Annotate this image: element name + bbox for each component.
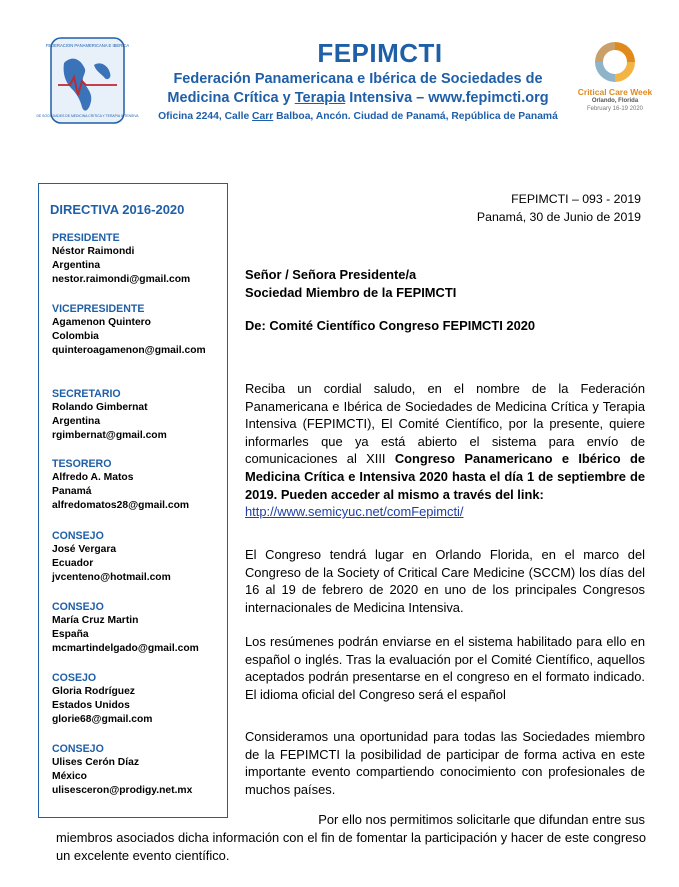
directiva-title: DIRECTIVA 2016-2020 <box>50 202 185 217</box>
member-name: Ulises Cerón Díaz <box>52 757 139 768</box>
member-email[interactable]: jvcenteno@hotmail.com <box>52 572 171 583</box>
member-vicepresidente <box>52 302 206 358</box>
member-presidente <box>52 231 190 287</box>
member-role: SECRETARIO <box>52 388 121 400</box>
member-country: Argentina <box>52 260 101 271</box>
member-consejo-2 <box>52 600 199 656</box>
paragraph-3: Los resúmenes podrán enviarse en el sistema habilitado para ello en español o inglés. Tras la evaluación por el Comité Científico, aquellos aceptados podrán presentarse en el congreso en el formato indicado. El idioma oficial del Congreso será el español <box>245 634 645 702</box>
paragraph-5-line1 <box>245 811 645 829</box>
member-email[interactable]: quinteroagamenon@gmail.com <box>52 345 206 356</box>
recipient-line1: Señor / Señora Presidente/a <box>245 267 417 282</box>
paragraph-1 <box>245 380 645 521</box>
paragraph-5-first: Por ello nos permitimos solicitarle que difundan entre sus <box>318 812 645 827</box>
event-logo-dates: February 16-19 2020 <box>586 106 644 112</box>
submission-link[interactable]: http://www.semicyuc.net/comFepimcti/ <box>245 504 464 520</box>
member-secretario <box>52 387 167 443</box>
member-name: Gloria Rodríguez <box>52 686 135 697</box>
org-subtitle-part-c: Intensiva – www.fepimcti.org <box>345 90 549 106</box>
member-email[interactable]: rgimbernat@gmail.com <box>52 430 167 441</box>
member-email[interactable]: alfredomatos28@gmail.com <box>52 500 190 511</box>
recipient-block <box>245 266 456 301</box>
fepimcti-logo <box>36 37 139 124</box>
address-part-c: Balboa, Ancón. Ciudad de Panamá, República de Panamá <box>273 111 558 122</box>
address-part-b: Carr <box>252 111 274 122</box>
paragraph-1-text: Reciba un cordial saludo, en el nombre de la Federación Panamericana e Ibérica de Sociedades de Medicina Crítica y Terapia Intensiva (FEPIMCTI), El Comité Científico, por la presente, quiere informarles que ya está abierto el sistema para envío de comunicaciones al XIII <box>245 381 645 467</box>
member-tesorero <box>52 457 189 513</box>
org-subtitle-part-a: Medicina Crítica y <box>167 90 295 106</box>
member-country: Panamá <box>52 486 92 497</box>
address-part-a: Oficina 2244, Calle <box>158 111 253 122</box>
logo-text-top: FEDERACION PANAMERICANA E IBERICA <box>45 43 130 48</box>
member-email[interactable]: nestor.raimondi@gmail.com <box>52 274 191 285</box>
member-email[interactable]: mcmartindelgado@gmail.com <box>52 643 199 654</box>
member-name: Rolando Gimbernat <box>52 402 148 413</box>
member-country: Argentina <box>52 416 101 427</box>
member-country: España <box>52 629 89 640</box>
member-role: PRESIDENTE <box>52 232 120 244</box>
member-name: Agamenon Quintero <box>52 317 151 328</box>
member-name: Alfredo A. Matos <box>52 472 134 483</box>
letter-from: De: Comité Científico Congreso FEPIMCTI 2020 <box>245 318 536 333</box>
member-consejo-4 <box>52 742 192 798</box>
member-consejo-1 <box>52 529 171 585</box>
member-country: Ecuador <box>52 558 94 569</box>
letter-reference: FEPIMCTI – 093 - 2019 <box>511 192 641 206</box>
paragraph-5-rest: miembros asociados dicha información con el fin de fomentar la participación y hacer de este congreso un excelente evento científico. <box>56 830 646 863</box>
event-logo-title: Critical Care Week <box>577 87 653 97</box>
member-country: México <box>52 771 87 782</box>
paragraph-4: Consideramos una oportunidad para todas las Sociedades miembro de la FEPIMCTI la posibilidad de participar de forma activa en este importante evento compartiendo conocimiento con profesionales de muchos países. <box>245 729 645 797</box>
member-name: María Cruz Martin <box>52 615 139 626</box>
member-role: VICEPRESIDENTE <box>52 303 145 315</box>
member-role: TESORERO <box>52 458 112 470</box>
member-role: CONSEJO <box>52 743 104 755</box>
event-logo-location: Orlando, Florida <box>591 98 639 104</box>
org-subtitle-line1: Federación Panamericana e Ibérica de Sociedades de <box>173 71 543 87</box>
member-role: CONSEJO <box>52 530 104 542</box>
recipient-line2: Sociedad Miembro de la FEPIMCTI <box>245 284 457 300</box>
member-role: CONSEJO <box>52 601 104 613</box>
member-country: Estados Unidos <box>52 700 130 711</box>
org-title: FEPIMCTI <box>317 38 443 68</box>
member-email[interactable]: glorie68@gmail.com <box>52 714 153 725</box>
member-role: COSEJO <box>52 672 97 684</box>
logo-text-bottom: DE SOCIEDADES DE MEDICINA CRITICA Y TERAPIA INTENSIVA <box>36 114 139 118</box>
member-consejo-3 <box>52 671 152 727</box>
member-country: Colombia <box>52 331 99 342</box>
letter-reference-block <box>477 190 641 226</box>
member-name: José Vergara <box>52 544 117 555</box>
org-address <box>125 111 591 122</box>
letter-place-date: Panamá, 30 de Junio de 2019 <box>476 210 641 224</box>
member-name: Néstor Raimondi <box>52 246 135 257</box>
paragraph-2: El Congreso tendrá lugar en Orlando Florida, en el marco del Congreso de la Society of Critical Care Medicine (SCCM) los días del 16 al 19 de febrero de 2020 en uno de los principales Congresos internacionales de Medicina Intensiva. <box>245 547 645 615</box>
org-subtitle-line2 <box>138 90 578 106</box>
paragraph-1-bold: Congreso Panamericano e Ibérico de Medicina Crítica e Intensiva 2020 hasta el día 1 de septiembre de 2019. Pueden acceder al mismo a través del link: <box>245 451 645 502</box>
org-subtitle-part-b: Terapia <box>294 90 346 106</box>
member-email[interactable]: ulisesceron@prodigy.net.mx <box>52 785 193 796</box>
